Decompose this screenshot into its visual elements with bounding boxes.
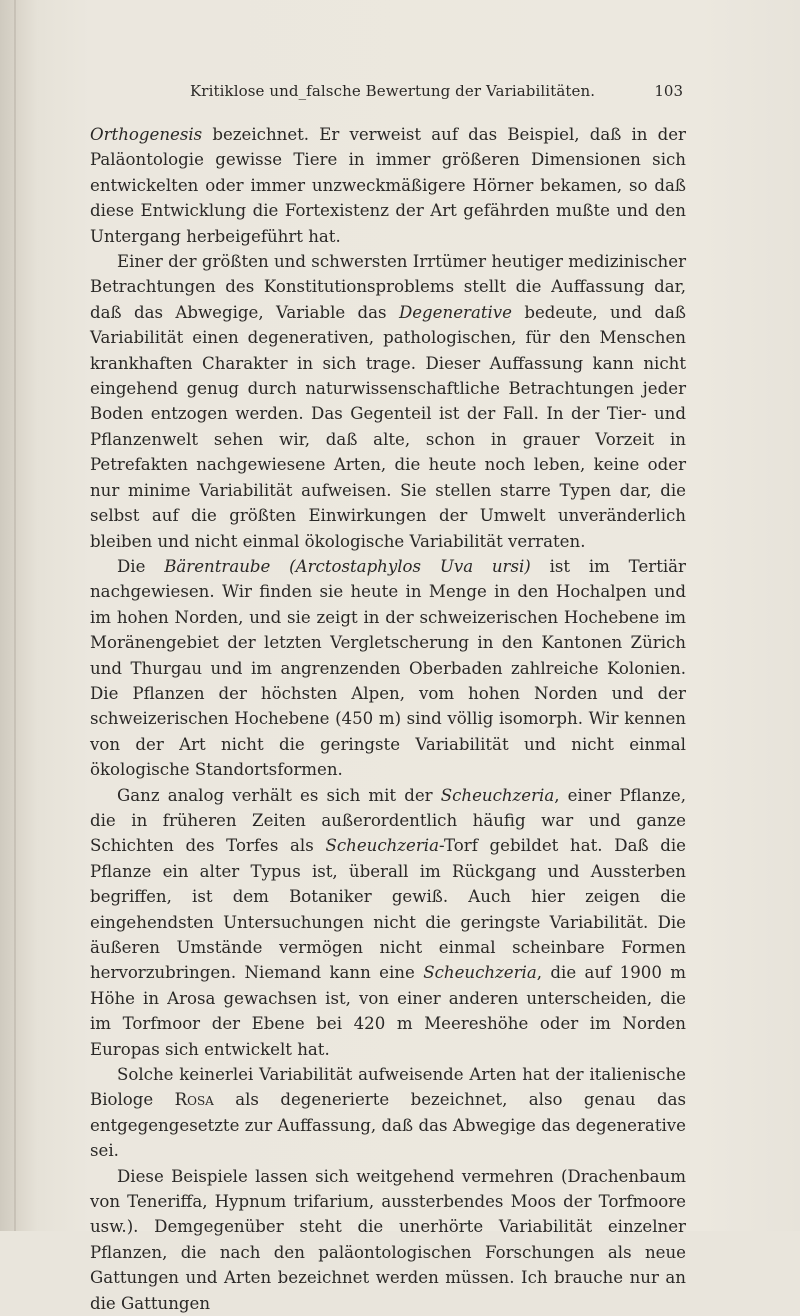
text-run: Diese Beispiele lassen sich weitgehend vermehren (Drachenbaum von Teneriffa, Hypnum trifarium, aussterbendes Moos der Torfmoore usw.). Demgegenüber steht die unerhörte Variabilität einzelner Pflanzen, die nach den paläontologischen Forschungen als neue Gattungen und Arten bezeichnet werden müssen. Ich brauche nur an die Gattungen [90,1166,686,1313]
italic-term: Scheuchzeria [325,836,439,856]
paragraph [90,554,686,783]
paragraph [90,1062,686,1164]
text-run: als degenerierte bezeichnet, also genau das entgegengesetzte zur Auffassung, daß das Abwegige das degenerative sei. [90,1090,686,1161]
page-header [90,82,690,104]
text-run: ist im Tertiär nachgewiesen. Wir finden sie heute in Menge in den Hochalpen und im hohen Norden, und sie zeigt in der schweizerischen Hochebene im Moränengebiet der letzten Vergletscherung in den Kantonen Zürich und Thurgau und im angrenzenden Oberbaden zahlreiche Kolonien. Die Pflanzen der höchsten Alpen, vom hohen Norden und der schweizerischen Hochebene (450 m) sind völlig isomorph. Wir kennen von der Art nicht die geringste Variabilität und nicht einmal ökologische Standortsformen. [90,556,686,780]
running-title: Kritiklose und_falsche Bewertung der Variabilitäten. [190,82,596,100]
text-run: Die [117,556,165,576]
text-run: Solche keinerlei Variabilität aufweisende Arten hat der italienische Biologe [90,1065,686,1110]
text-run: , einer Pflanze, die in früheren Zeiten außerordentlich häufig war und ganze Schichten des Torfes als [90,785,686,856]
body-text [90,122,686,1316]
italic-term: Orthogenesis [90,125,203,144]
italic-term: Degenerative [398,302,513,322]
text-run: -Torf gebildet hat. Daß die Pflanze ein alter Typus ist, überall im Rückgang und Aussterben begriffen, ist dem Botaniker gewiß. Auch hier zeigen die eingehendsten Untersuchungen nicht die geringste Variabilität. Die äußeren Umstände vermögen nicht einmal scheinbare Formen hervorzubringen. Niemand kann eine [90,836,686,983]
paragraph [90,249,686,554]
text-run: bezeichnet. Er verweist auf das Beispiel, daß in der Paläontologie gewisse Tiere in immer größeren Dimensionen sich entwickelten oder immer unzweckmäßigere Hörner bekamen, so daß diese Entwicklung die Fortexistenz der Art gefährden mußte und den Untergang herbeigeführt hat. [90,125,686,246]
text-run: Einer der größten und schwersten Irrtümer heutiger medizinischer Betrachtungen des Konstitutionsproblems stellt die Auffassung dar, daß das Abwegige, Variable das [90,252,686,322]
text-run: Ganz analog verhält es sich mit der [117,785,441,805]
gutter-shadow-line [14,0,16,1231]
text-run: , die auf 1900 m Höhe in Arosa gewachsen ist, von einer anderen unterscheiden, die im Torfmoor der Ebene bei 420 m Meereshöhe oder im Norden Europas sich entwickelt hat. [90,963,687,1059]
author-name: Rosa [174,1090,214,1110]
italic-term: Scheuchzeria [440,785,555,805]
text-run: bedeute, und daß Variabilität einen degenerativen, pathologischen, für den Menschen krankhaften Charakter in sich trage. Dieser Auffassung kann nicht eingehend genug durch naturwissenschaftliche Betrachtungen jeder Boden entzogen werden. Das Gegenteil ist der Fall. In der Tier- und Pflanzenwelt sehen wir, daß alte, schon in grauer Vorzeit in Petrefakten nachgewiesene Arten, die heute noch leben, keine oder nur minime Variabilität aufweisen. Sie stellen starre Typen dar, die selbst auf die größten Einwirkungen der Umwelt unveränderlich bleiben und nicht einmal ökologische Variabilität verraten. [90,302,686,551]
italic-term: Scheuchzeria [423,963,537,983]
italic-term: Bärentraube (Arctostaphylos Uva ursi) [164,556,531,576]
paragraph [90,122,686,249]
paragraph [90,1164,686,1316]
page-number: 103 [654,82,683,100]
page-gutter [0,0,38,1231]
paragraph [90,783,686,1062]
